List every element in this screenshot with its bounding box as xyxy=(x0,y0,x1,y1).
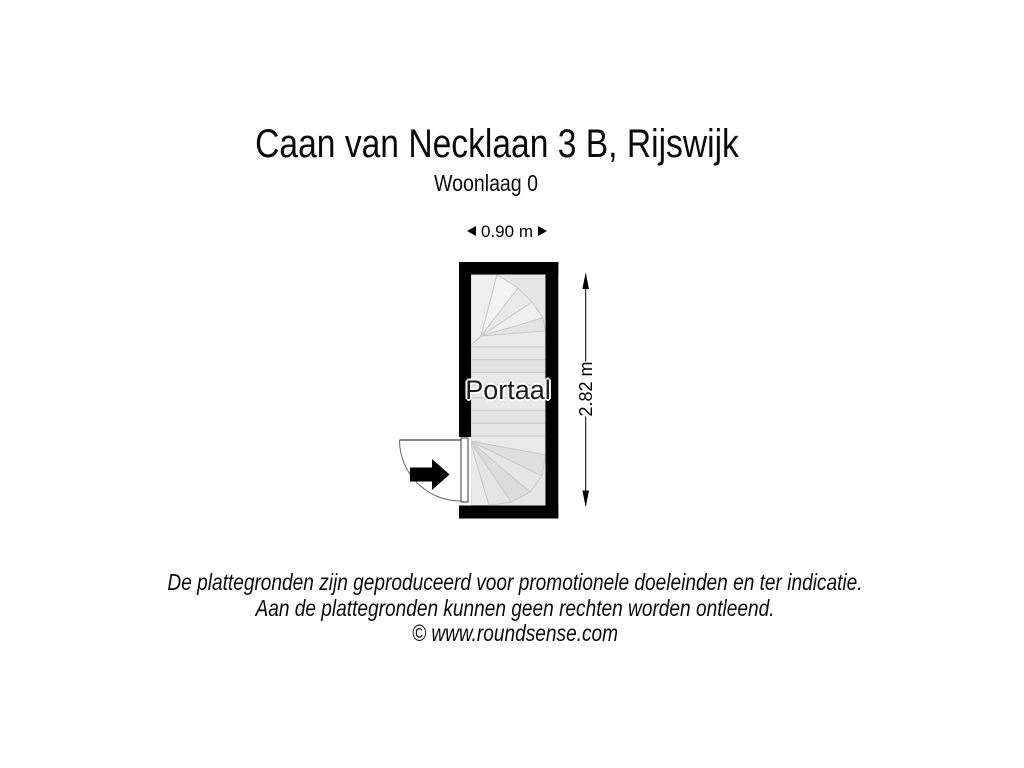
door-leaf xyxy=(461,438,468,502)
arrow-right-icon xyxy=(538,226,547,236)
room-label: Portaal xyxy=(465,375,551,405)
wall-left xyxy=(459,262,471,437)
height-dimension xyxy=(576,273,596,508)
width-dimension-label: 0.90 m xyxy=(481,221,533,241)
width-dimension xyxy=(467,222,547,240)
disclaimer xyxy=(167,570,862,647)
wall-bottom xyxy=(459,506,558,519)
arrow-down-icon xyxy=(582,491,589,508)
height-dimension-label: 2.82 m xyxy=(576,361,596,417)
disclaimer-line: De plattegronden zijn geproduceerd voor promotionele doeleinden en ter indicatie. xyxy=(167,569,863,595)
arrow-up-icon xyxy=(582,273,589,290)
copyright-line: © www.roundsense.com xyxy=(411,620,619,646)
page-title: Caan van Necklaan 3 B, Rijswijk xyxy=(255,122,739,166)
entrance-arrow-icon xyxy=(410,459,450,490)
disclaimer-line: Aan de plattegronden kunnen geen rechten worden ontleend. xyxy=(255,594,775,621)
wall-top xyxy=(459,262,558,275)
arrow-left-icon xyxy=(467,226,476,236)
floor-level-subtitle: Woonlaag 0 xyxy=(434,170,538,196)
